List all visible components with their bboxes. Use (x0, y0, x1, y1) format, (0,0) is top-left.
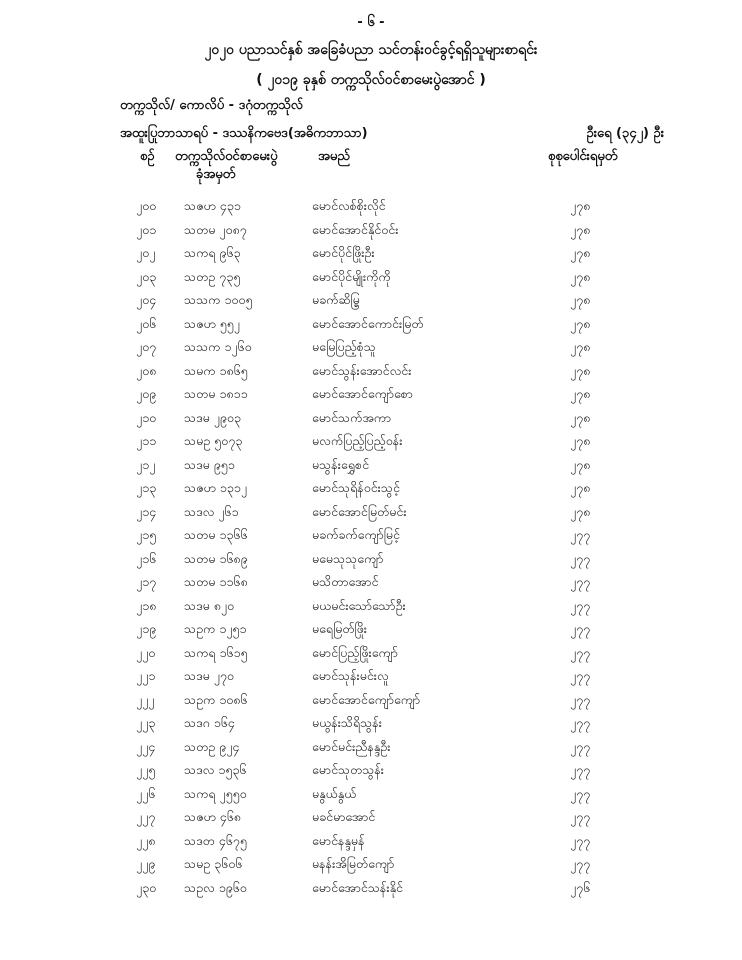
exam-roll-number: သမက ၁၈၆၅ (184, 362, 248, 378)
total-score: ၂၇၇ (570, 527, 591, 542)
student-name: မောင်သက်အကာ (312, 409, 392, 425)
row-number: ၂၁၈ (136, 597, 157, 613)
student-name: မောင်မင်းညီနန္ဒဦး (312, 738, 391, 754)
exam-roll-number: သဒမ ၉၅၁ (184, 456, 235, 472)
row-number: ၂၂၂ (136, 691, 155, 707)
exam-roll-number: သဒမ ၂၉၀၃ (184, 409, 241, 425)
student-name: မမြေပြည့်စုံသူ (312, 339, 376, 354)
student-name: မယွန်းသိရိသွန်း (312, 715, 382, 730)
exam-roll-number: သဇဟ ၁၃၁၂ (184, 480, 247, 495)
exam-roll-number: သကရ ၂၅၅၀ (184, 785, 247, 801)
page-number: - ၆ - (357, 15, 385, 30)
student-name: မောင်ပြည့်ဖြိုးကျော် (312, 644, 398, 660)
total-score: ၂၇၈ (570, 386, 591, 401)
exam-roll-number: သဥက ၁၀၈၆ (184, 691, 248, 707)
document-title: ၂၀၂၀ ပညာသင်နှစ် အခြေခံပညာ သင်တန်းဝင်ခွင့်ရရှိသူများစာရင်း (204, 42, 538, 58)
exam-roll-number: သသက ၁၀၀၅ (184, 292, 253, 307)
table-row (0, 504, 742, 528)
exam-roll-number: သတမ ၁၈၁၁ (184, 386, 248, 401)
student-name: မောင်ပိုင်မျိုးကိုကို (312, 268, 391, 284)
exam-roll-number: သဥလ ၁၉၆၀ (184, 879, 247, 895)
total-score: ၂၇၈ (570, 503, 591, 519)
total-score: ၂၇၈ (570, 409, 591, 425)
total-score: ၂၇၇ (570, 668, 591, 683)
row-number: ၂၁၆ (136, 550, 157, 566)
table-row (0, 222, 742, 246)
row-number: ၂၂၀ (136, 644, 156, 660)
student-name: မခက်ဆိမ္မြ (312, 292, 360, 307)
table-row (0, 880, 742, 904)
table-row (0, 645, 742, 669)
row-number: ၂၃၀ (136, 879, 157, 895)
row-number: ၂၂၄ (136, 738, 156, 754)
row-number: ၂၀၆ (136, 315, 157, 331)
column-header-score: စုစုပေါင်းရမှတ် (548, 149, 618, 164)
total-score: ၂၇၈ (570, 456, 591, 472)
exam-roll-number: သဒဂ ၁၆၄ (184, 715, 235, 730)
student-name: မောင်လစ်စိုးလိုင် (312, 198, 386, 213)
row-number: ၂၂၇ (136, 809, 156, 824)
exam-roll-number: သကရ ၉၆၃ (184, 245, 241, 260)
table-row (0, 363, 742, 387)
student-name: မောင်နန္ဒမှန် (312, 832, 365, 848)
table-row (0, 480, 742, 504)
student-name: မသိတာအောင် (312, 574, 379, 589)
exam-roll-number: သဇဟ ၅၅၂ (184, 315, 240, 331)
total-score: ၂၇၇ (570, 762, 591, 777)
table-row (0, 527, 742, 551)
total-score: ၂၇၇ (570, 785, 591, 801)
student-name: မောင်သုရိန်ဝင်းသွင့် (312, 480, 400, 495)
results-table-body (0, 198, 742, 903)
exam-roll-number: သတမ ၁၆၈၉ (184, 550, 248, 566)
row-number: ၂၁၇ (136, 574, 157, 589)
table-row (0, 715, 742, 739)
row-number: ၂၁၅ (136, 527, 157, 542)
exam-roll-number: သဇဟ ၄၃၁ (184, 198, 241, 213)
student-name: မောင်အောင်နိုင်ဝင်း (312, 221, 399, 237)
table-row (0, 292, 742, 316)
exam-roll-number: သတမ ၁၃၆၆ (184, 527, 248, 542)
student-name: မလက်ပြည့်ပြည့်ဝန်း (312, 433, 403, 448)
table-row (0, 574, 742, 598)
total-score: ၂၇၆ (570, 879, 591, 895)
total-score: ၂၇၈ (570, 292, 591, 307)
student-name: မခင်မာအောင် (312, 809, 376, 824)
student-name: မနွယ်နွယ် (312, 785, 357, 801)
table-row (0, 339, 742, 363)
row-number: ၂၂၆ (136, 785, 156, 801)
exam-roll-number: သသက ၁၂၆၀ (184, 339, 252, 354)
student-name: မနန်းအိမြတ်ကျော် (312, 856, 395, 871)
exam-roll-number: သတဥ ၇၃၅ (184, 268, 241, 284)
student-name: မခက်ခက်ကျော်မြင့် (312, 527, 400, 542)
total-score: ၂၇၈ (570, 268, 591, 284)
row-number: ၂၀၉ (136, 386, 157, 401)
student-name: မသွန်းရွှေစင် (312, 456, 370, 472)
column-header-no: စဉ် (140, 149, 155, 164)
total-score: ၂၇၈ (570, 339, 591, 354)
table-row (0, 410, 742, 434)
total-score: ၂၇၇ (570, 809, 591, 824)
row-number: ၂၀၂ (136, 245, 156, 260)
student-name: မောင်ပိုင်ဖြိုးဦး (312, 245, 375, 260)
student-name: မောင်သွန်းအောင်လင်း (312, 362, 412, 378)
table-row (0, 245, 742, 269)
row-number: ၂၀၁ (136, 221, 157, 237)
student-name: မရေမြတ်ဖြိုး (312, 621, 367, 636)
total-score: ၂၇၈ (570, 221, 591, 237)
total-score: ၂၇၇ (570, 644, 591, 660)
exam-roll-number: သတမ ၁၁၆၈ (184, 574, 248, 589)
exam-roll-number: သမဥ ၃၆၀၆ (184, 856, 243, 871)
student-name: မောင်အောင်မြတ်မင်း (312, 503, 407, 519)
student-name: မောင်အောင်ကျော်ကျော် (312, 691, 421, 707)
table-row (0, 668, 742, 692)
quota-label: ဦးရေ (၃၄၂) ဦး (586, 126, 664, 141)
row-number: ၂၀၃ (136, 268, 157, 284)
table-row (0, 269, 742, 293)
table-row (0, 386, 742, 410)
table-row (0, 809, 742, 833)
student-name: မောင်အောင်ကောင်းမြတ် (312, 315, 424, 331)
exam-roll-number: သဒမ ၂၇၀ (184, 668, 234, 683)
table-row (0, 856, 742, 880)
exam-roll-number: သကရ ၁၆၁၅ (184, 644, 248, 660)
total-score: ၂၇၇ (570, 621, 591, 636)
total-score: ၂၇၇ (570, 715, 591, 730)
total-score: ၂၇၈ (570, 315, 591, 331)
student-name: မယမင်းသော်သော်ဦး (312, 597, 406, 613)
total-score: ၂၇၈ (570, 433, 591, 448)
exam-roll-number: သတမ ၂၀၈၇ (184, 221, 247, 237)
exam-roll-number: သဒမ ၈၂၀ (184, 597, 235, 613)
column-header-exam-roll-line2: ခုံအမှတ် (196, 167, 236, 182)
table-row (0, 786, 742, 810)
row-number: ၂၀၀ (136, 198, 157, 213)
row-number: ၂၀၇ (136, 339, 157, 354)
row-number: ၂၂၁ (136, 668, 156, 683)
total-score: ၂၇၈ (570, 198, 591, 213)
row-number: ၂၁၂ (136, 456, 156, 472)
university-line: တက္ကသိုလ်/ ကောလိပ် - ဒဂုံတက္ကသိုလ် (120, 98, 303, 113)
row-number: ၂၁၉ (136, 621, 157, 636)
table-row (0, 833, 742, 857)
total-score: ၂၇၇ (570, 550, 591, 566)
table-row (0, 739, 742, 763)
total-score: ၂၇၇ (570, 738, 591, 754)
total-score: ၂၇၈ (570, 480, 591, 495)
exam-roll-number: သဒလ ၁၅၃၆ (184, 762, 247, 777)
row-number: ၂၁၀ (136, 409, 157, 425)
row-number: ၂၀၈ (136, 362, 157, 378)
exam-roll-number: သဒလ ၂၆၁ (184, 503, 239, 519)
row-number: ၂၀၄ (136, 292, 157, 307)
total-score: ၂၇၈ (570, 362, 591, 378)
row-number: ၂၁၁ (136, 433, 157, 448)
exam-roll-number: သတဥ ၉၂၄ (184, 738, 240, 754)
document-subtitle: ( ၂၀၁၉ ခုနှစ် တက္ကသိုလ်ဝင်စာမေးပွဲအောင် ) (256, 72, 486, 88)
row-number: ၂၁၄ (136, 503, 157, 519)
total-score: ၂၇၇ (570, 597, 591, 613)
total-score: ၂၇၈ (570, 245, 591, 260)
exam-roll-number: သဇဟ ၄၆၈ (184, 809, 241, 824)
column-header-exam-roll: တက္ကသိုလ်ဝင်စာမေးပွဲ (175, 149, 278, 164)
table-row (0, 692, 742, 716)
table-row (0, 598, 742, 622)
exam-roll-number: သဒတ ၄၆၇၅ (184, 832, 247, 848)
table-row (0, 316, 742, 340)
table-row (0, 551, 742, 575)
exam-roll-number: သမဥ ၅၀၇၃ (184, 433, 243, 448)
table-row (0, 433, 742, 457)
student-name: မောင်အောင်သန်းနိုင် (312, 879, 403, 895)
table-row (0, 621, 742, 645)
exam-roll-number: သဥက ၁၂၅၁ (184, 621, 247, 636)
table-row (0, 762, 742, 786)
total-score: ၂၇၇ (570, 832, 591, 848)
total-score: ၂၇၇ (570, 856, 591, 871)
row-number: ၂၂၈ (136, 832, 156, 848)
student-name: မောင်အောင်ကျော်စော (312, 386, 413, 401)
student-name: မောင်သုတသွန်း (312, 762, 384, 777)
column-header-name: အမည် (318, 149, 350, 164)
total-score: ၂၇၇ (570, 574, 591, 589)
row-number: ၂၂၉ (136, 856, 156, 871)
row-number: ၂၂၅ (136, 762, 156, 777)
total-score: ၂၇၇ (570, 691, 591, 707)
major-line: အထူးပြုဘာသာရပ် - ဒဿနိကဗေဒ(အဓိကဘာသာ) (120, 126, 368, 141)
table-row (0, 198, 742, 222)
row-number: ၂၁၃ (136, 480, 157, 495)
row-number: ၂၂၃ (136, 715, 156, 730)
student-name: မမေသုသုကျော် (312, 550, 384, 566)
student-name: မောင်သုန်းမင်းလူ (312, 668, 389, 683)
table-row (0, 457, 742, 481)
